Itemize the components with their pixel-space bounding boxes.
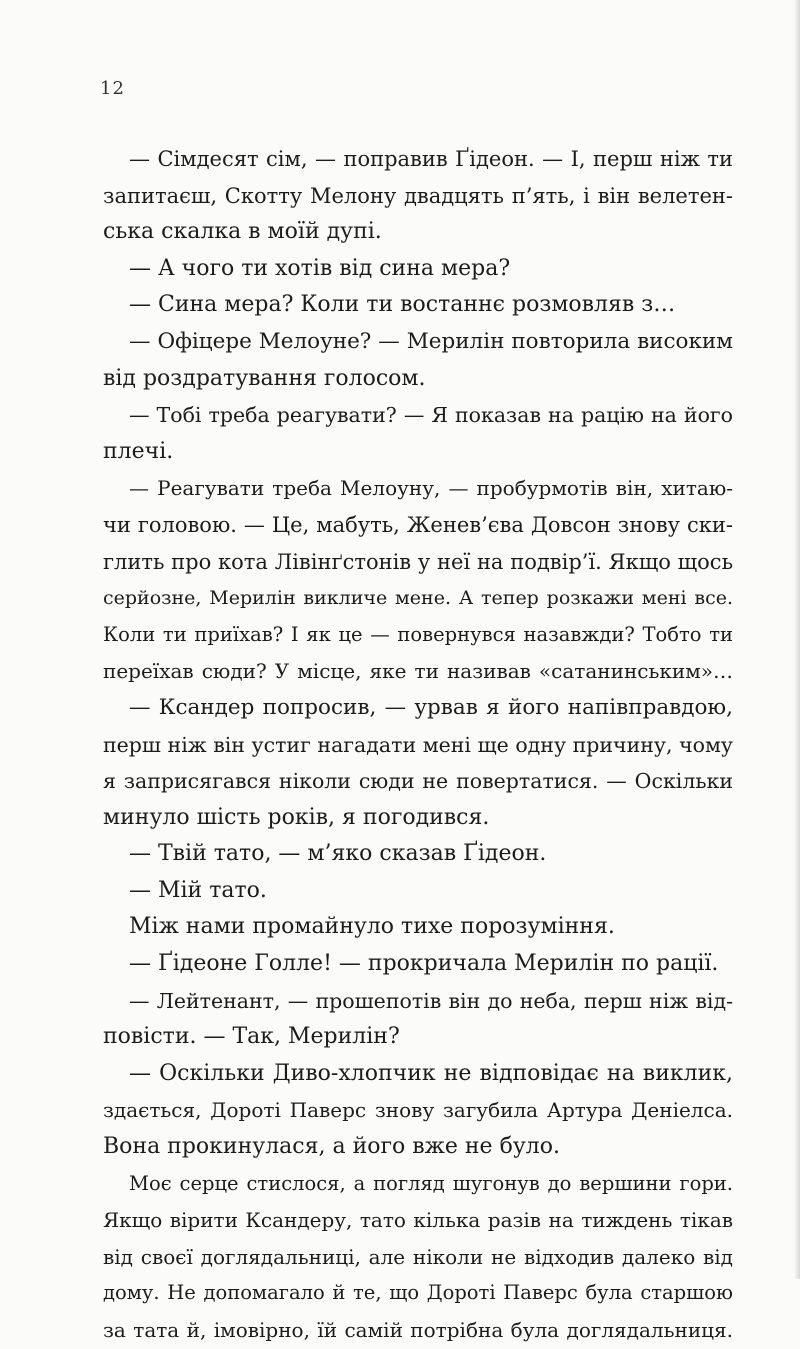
text-line: — Сина мера? Коли ти востаннє розмовляв з… <box>129 292 676 318</box>
text-line: від роздратування голосом. <box>103 365 426 391</box>
text-line: — Сімдесят сім, — поправив Ґідеон. — І, перш ніж ти <box>129 147 733 171</box>
text-line: чи головою. — Це, мабуть, Женев’єва Довсон знову ски- <box>103 512 733 537</box>
text-line: — А чого ти хотів від сина мера? <box>129 255 511 281</box>
page-edge-shadow <box>794 0 800 1279</box>
text-line: — Тобі треба реагувати? — Я показав на рацію на його <box>129 403 733 428</box>
text-line: за тата й, імовірно, їй самій потрібна була доглядальниця. <box>103 1318 733 1342</box>
body-text <box>103 141 733 1349</box>
text-line: запитаєш, Скотту Мелону двадцять п’ять, і він велетен- <box>103 183 733 208</box>
text-line: — Оскільки Диво-хлопчик не відповідає на виклик, <box>129 1060 733 1086</box>
text-line: повісти. — Так, Мерилін? <box>103 1024 400 1050</box>
text-line: минуло шість років, я погодився. <box>103 804 490 830</box>
text-line: — Мій тато. <box>129 877 267 903</box>
text-line: Вона прокинулася, а його вже не було. <box>103 1134 560 1160</box>
text-line: Між нами промайнуло тихе порозуміння. <box>129 914 615 940</box>
text-line: — Ґідеоне Голле! — прокричала Мерилін по рації. <box>129 951 719 977</box>
text-line: серйозне, Мерилін викличе мене. А тепер розкажи мені все. <box>103 587 733 610</box>
text-line: я заприсягався ніколи сюди не повертатися. — Оскільки <box>103 769 733 794</box>
text-line: — Ксандер попросив, — урвав я його напівправдою, <box>129 694 733 720</box>
text-line: переїхав сюди? У місце, яке ти називав «сатанинським»… <box>103 659 733 684</box>
text-line: ська скалка в моїй дупі. <box>103 219 382 245</box>
text-line: Моє серце стислося, а погляд шугонув до вершини гори. <box>129 1171 733 1195</box>
text-line: від своєї доглядальниці, але ніколи не відходив далеко від <box>103 1244 733 1269</box>
text-line: здається, Дороті Паверс знову загубила Артура Деніелса. <box>103 1098 733 1123</box>
text-line: перш ніж він устиг нагадати мені ще одну причину, чому <box>103 732 733 757</box>
text-line: глить про кота Лівінґстонів у неї на подвір’ї. Якщо щось <box>103 549 733 574</box>
text-line: — Реагувати треба Мелоуну, — пробурмотів він, хитаю- <box>129 476 733 501</box>
text-line: — Офіцере Мелоуне? — Мерилін повторила високим <box>129 328 733 354</box>
text-line: Якщо вірити Ксандеру, тато кілька разів на тиждень тікав <box>103 1208 733 1233</box>
text-line: дому. Не допомагало й те, що Дороті Паверс була старшою <box>103 1281 733 1305</box>
page-number: 12 <box>100 78 125 99</box>
text-line: плечі. <box>103 438 174 464</box>
text-line: — Лейтенант, — прошепотів він до неба, перш ніж від- <box>129 988 733 1013</box>
text-line: Коли ти приїхав? І як це — повернувся назавжди? Тобто ти <box>103 622 733 646</box>
text-line: — Твій тато, — м’яко сказав Ґідеон. <box>129 841 547 867</box>
